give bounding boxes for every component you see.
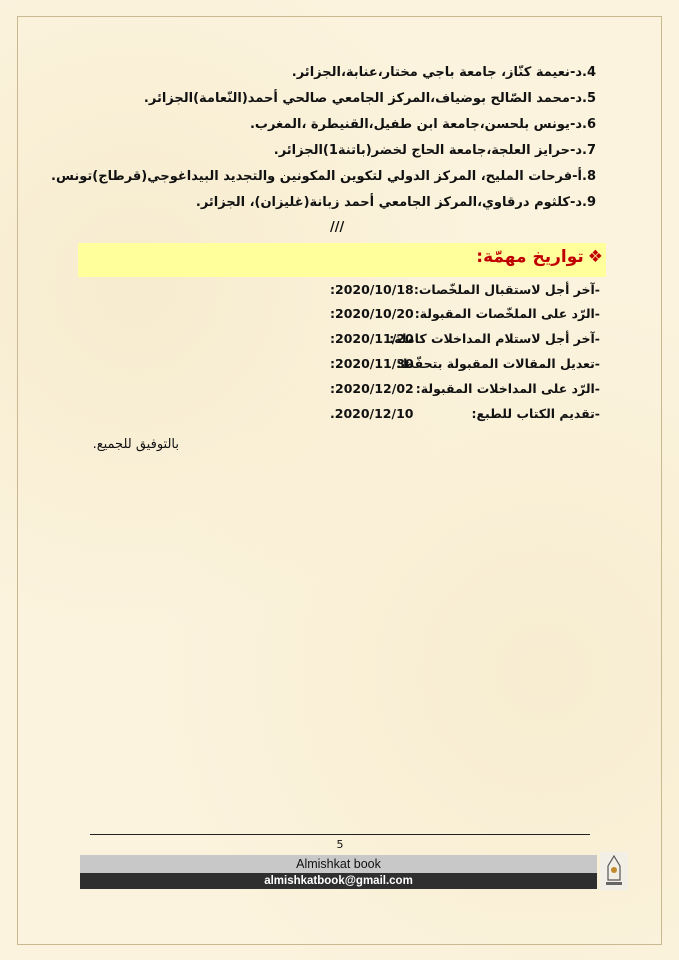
publisher-logo-icon [600,852,628,890]
date-label: -آخر أجل لاستلام المداخلات كاملة: [389,331,600,346]
date-value: :2020/11/30 [330,356,414,371]
closing-remark: بالتوفيق للجميع. [92,437,179,452]
date-row [300,381,600,405]
date-row [300,356,600,380]
participant-item: 5.د-محمد الصّالح بوضياف،المركز الجامعي صالحي أحمد(النّعامة)الجزائر. [143,91,596,106]
date-label: -الرّد على الملخّصات المقبولة: [414,306,600,321]
date-label: -الرّد على المداخلات المقبولة: [415,381,600,396]
dates-heading-text: تواريخ مهمّة: [476,247,584,267]
participant-item: 6.د-يونس بلحسن،جامعة ابن طفيل،القنيطرة ،المغرب. [249,117,596,132]
section-separator: /// [330,220,345,235]
date-value: :2020/11/20 [330,331,414,346]
page-number: 5 [336,838,344,851]
date-label: -آخر أجل لاستقبال الملخّصات: [413,282,600,297]
participants-list [51,60,596,216]
participant-item: 8.أ-فرحات المليح، المركز الدولي لتكوين المكونين والتجديد البيداغوجي(قرطاج)تونس. [51,169,596,184]
date-row [300,406,600,430]
date-value: :2020/10/20 [330,306,414,321]
dates-heading [476,247,603,267]
publisher-name-bar: Almishkat book [80,855,597,873]
date-row [300,331,600,355]
diamond-bullet-icon: ❖ [587,247,603,267]
date-value: :2020/10/18 [330,282,414,297]
date-value: .2020/12/10 [330,406,414,421]
date-label: -تقديم الكتاب للطبع: [471,406,600,421]
footer-divider [90,834,590,835]
participant-item: 4.د-نعيمة كنّاز، جامعة باجي مختار،عنابة،الجزائر. [291,65,596,80]
participant-item: 7.د-حرايز العلجة،جامعة الحاج لخضر(باتنة1)الجزائر. [273,143,596,158]
date-label: -تعديل المقالات المقبولة بتحفّظ: [396,356,600,371]
participant-item: 9.د-كلثوم درقاوي،المركز الجامعي أحمد زبانة(غليزان)، الجزائر. [195,195,596,210]
date-row [300,282,600,306]
publisher-email-bar: almishkatbook@gmail.com [80,873,597,889]
date-row [300,306,600,330]
date-value: :2020/12/02 [330,381,414,396]
